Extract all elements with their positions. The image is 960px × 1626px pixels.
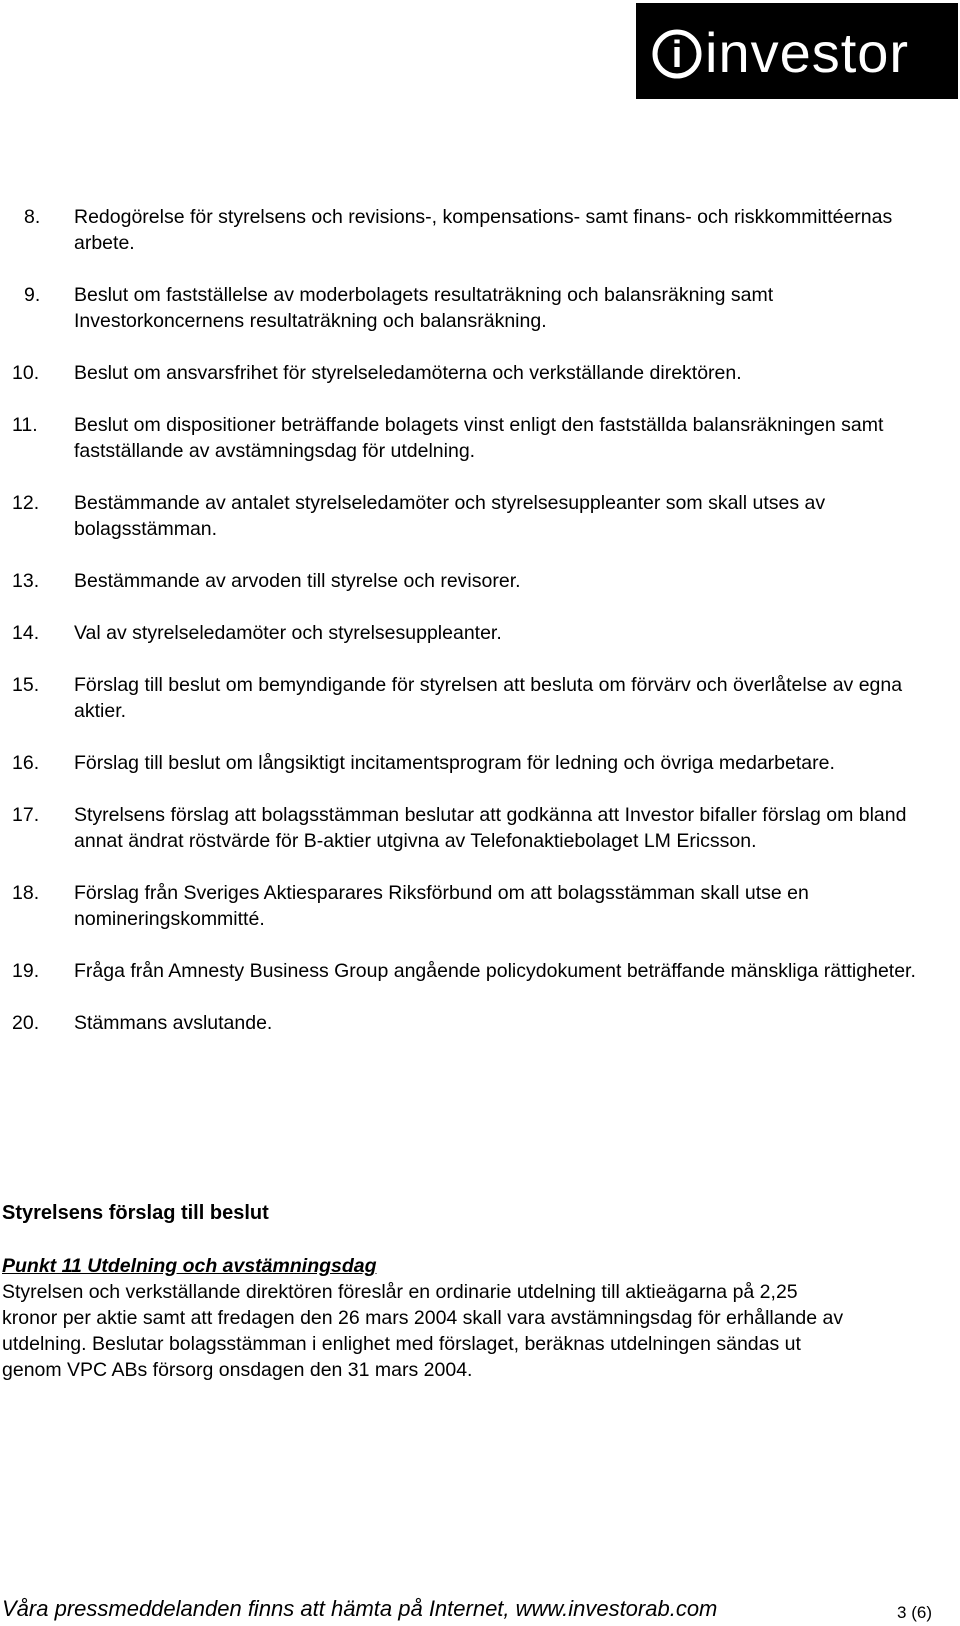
agenda-text: Förslag från Sveriges Aktiesparares Riksförbund om att bolagsstämman skall utse en nomineringskommitté. bbox=[74, 882, 809, 930]
agenda-number: 8. bbox=[24, 206, 41, 228]
agenda-item bbox=[0, 672, 940, 724]
agenda-item bbox=[0, 1010, 940, 1036]
proposal-subheading: Punkt 11 Utdelning och avstämningsdag bbox=[2, 1255, 377, 1277]
agenda-text: Styrelsens förslag att bolagsstämman beslutar att godkänna att Investor bifaller förslag om bland annat ändrat röstvärde för B-aktier utgivna av Telefonaktiebolaget LM Ericsson. bbox=[74, 804, 907, 852]
agenda-item bbox=[0, 620, 940, 646]
agenda-text: Stämmans avslutande. bbox=[74, 1012, 273, 1034]
agenda-item bbox=[0, 880, 940, 932]
agenda-item bbox=[0, 750, 940, 776]
agenda-number: 12. bbox=[12, 492, 40, 514]
agenda-number: 11. bbox=[12, 414, 38, 436]
agenda-item bbox=[0, 490, 940, 542]
agenda-number: 19. bbox=[12, 960, 40, 982]
agenda-number: 9. bbox=[24, 284, 41, 306]
footer bbox=[2, 1596, 932, 1622]
agenda-number: 14. bbox=[12, 622, 40, 644]
logo-wordmark: investor bbox=[705, 21, 910, 84]
page-number: 3 (6) bbox=[897, 1603, 932, 1622]
agenda-number: 13. bbox=[12, 570, 40, 592]
proposal-body: Styrelsen och verkställande direktören föreslår en ordinarie utdelning till aktieägarna på 2,25 kronor per aktie samt att fredagen den 26 mars 2004 skall vara avstämningsdag för erhållande av utdelning. Beslutar bolagsstämman i enlighet med förslaget, beräknas utdelningen sändas ut genom VPC ABs försorg onsdagen den 31 mars 2004. bbox=[2, 1281, 844, 1381]
agenda-text: Beslut om fastställelse av moderbolagets resultaträkning och balansräkning samt Investorkoncernens resultaträkning och balansräkning. bbox=[74, 284, 774, 332]
agenda-item bbox=[0, 360, 940, 386]
footer-text: Våra pressmeddelanden finns att hämta på Internet, www.investorab.com bbox=[2, 1596, 718, 1621]
agenda-item bbox=[0, 204, 940, 256]
logo-letter: i bbox=[671, 34, 683, 76]
agenda-text: Förslag till beslut om bemyndigande för styrelsen att besluta om förvärv och överlåtelse av egna aktier. bbox=[74, 674, 903, 722]
section-heading: Styrelsens förslag till beslut bbox=[2, 1202, 269, 1224]
agenda-number: 10. bbox=[12, 362, 40, 384]
agenda-text: Bestämmande av arvoden till styrelse och revisorer. bbox=[74, 570, 521, 592]
agenda-text: Bestämmande av antalet styrelseledamöter och styrelsesuppleanter som skall utses av bolagsstämman. bbox=[74, 492, 826, 540]
agenda-number: 16. bbox=[12, 752, 40, 774]
agenda-text: Fråga från Amnesty Business Group angående policydokument beträffande mänskliga rättigheter. bbox=[74, 960, 916, 982]
agenda-text: Förslag till beslut om långsiktigt incitamentsprogram för ledning och övriga medarbetare. bbox=[74, 752, 835, 774]
investor-logo bbox=[636, 3, 958, 99]
agenda-number: 18. bbox=[12, 882, 40, 904]
agenda-number: 15. bbox=[12, 674, 40, 696]
agenda-item bbox=[0, 958, 940, 984]
agenda-text: Beslut om ansvarsfrihet för styrelseledamöterna och verkställande direktören. bbox=[74, 362, 742, 384]
agenda-item bbox=[0, 568, 940, 594]
investor-logo-mark bbox=[647, 16, 947, 86]
agenda-item bbox=[0, 282, 940, 334]
agenda-item bbox=[0, 412, 940, 464]
agenda-number: 17. bbox=[12, 804, 40, 826]
agenda-item bbox=[0, 802, 940, 854]
agenda-list bbox=[0, 204, 940, 1062]
agenda-number: 20. bbox=[12, 1012, 40, 1034]
agenda-text: Val av styrelseledamöter och styrelsesuppleanter. bbox=[74, 622, 502, 644]
agenda-text: Beslut om dispositioner beträffande bolagets vinst enligt den fastställda balansräkningen samt fastställande av avstämningsdag för utdelning. bbox=[74, 414, 884, 462]
agenda-text: Redogörelse för styrelsens och revisions-, kompensations- samt finans- och riskkommittéernas arbete. bbox=[74, 206, 893, 254]
